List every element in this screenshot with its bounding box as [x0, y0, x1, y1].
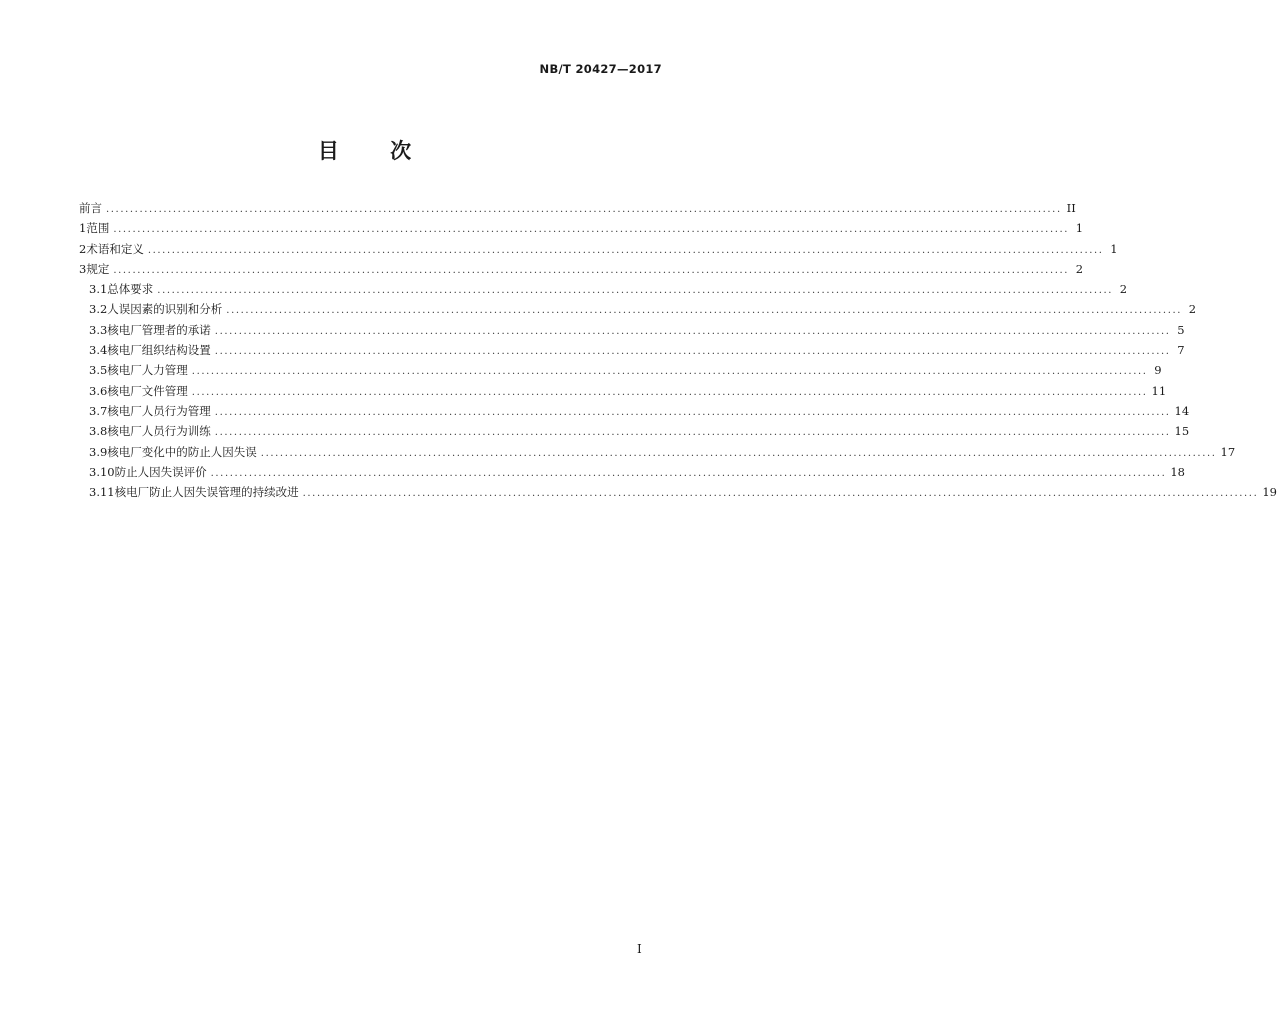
toc-entry-label: 核电厂人员行为训练: [107, 424, 211, 439]
toc-entry-label: 核电厂人力管理: [107, 363, 188, 378]
dot-leader: ........................................................................................................................................................................................................: [214, 406, 1171, 418]
toc-entry-label: 核电厂变化中的防止人因失误: [107, 444, 257, 459]
toc-entry-label: 核电厂组织结构设置: [107, 343, 211, 358]
toc-entry[interactable]: [79, 218, 1084, 238]
toc-entry-page: 18: [1170, 464, 1185, 479]
toc-entry[interactable]: [79, 259, 1084, 279]
toc-entry-page: 14: [1174, 403, 1190, 418]
dot-leader: ........................................................................................................................................................................................................: [302, 488, 1259, 500]
toc-entry-page: 15: [1174, 424, 1190, 439]
page-number: I: [637, 942, 642, 956]
toc-title: 目 次: [317, 139, 434, 163]
table-of-contents: [79, 198, 1277, 502]
toc-entry-number: 3.9: [89, 444, 108, 459]
toc-entry[interactable]: [79, 198, 1076, 218]
standard-code: NB/T 20427—2017: [539, 62, 662, 76]
toc-entry-page: 9: [1154, 363, 1162, 378]
toc-entry-page: 11: [1151, 383, 1167, 398]
toc-entry[interactable]: [79, 381, 1167, 401]
toc-entry[interactable]: [79, 421, 1190, 441]
toc-entry-label: 术语和定义: [86, 241, 144, 256]
toc-entry-number: 3.7: [89, 403, 108, 418]
toc-entry-page: 2: [1188, 302, 1197, 317]
toc-entry-label: 核电厂人员行为管理: [107, 403, 211, 418]
toc-entry-number: 3.6: [89, 383, 108, 398]
toc-entry[interactable]: [79, 299, 1197, 319]
toc-entry-label: 前言: [79, 201, 102, 215]
toc-entry-page: 1: [1075, 221, 1084, 236]
toc-entry[interactable]: [79, 279, 1128, 299]
toc-entry[interactable]: [79, 401, 1190, 421]
toc-entry-label: 范围: [86, 221, 110, 236]
toc-entry-page: 5: [1177, 322, 1185, 337]
dot-leader: ........................................................................................................................................................................................................: [210, 467, 1167, 479]
toc-entry-number: 3.10: [89, 464, 115, 479]
toc-entry-page: 1: [1110, 241, 1118, 256]
dot-leader: ........................................................................................................................................................................................................: [113, 264, 1070, 276]
toc-entry[interactable]: [79, 239, 1118, 259]
toc-entry[interactable]: [79, 360, 1162, 380]
toc-entry-page: 19: [1262, 485, 1277, 500]
toc-entry-label: 总体要求: [107, 282, 154, 297]
toc-entry-label: 核电厂管理者的承诺: [107, 322, 211, 337]
dot-leader: ........................................................................................................................................................................................................: [214, 325, 1171, 337]
dot-leader: ........................................................................................................................................................................................................: [191, 386, 1148, 398]
toc-entry-label: 规定: [86, 261, 110, 276]
toc-entry-number: 3: [79, 261, 87, 276]
dot-leader: ........................................................................................................................................................................................................: [214, 427, 1171, 439]
dot-leader: ........................................................................................................................................................................................................: [106, 204, 1062, 215]
dot-leader: ........................................................................................................................................................................................................: [113, 224, 1070, 236]
toc-entry-number: 2: [79, 241, 87, 256]
toc-entry-page: 17: [1220, 444, 1236, 459]
dot-leader: ........................................................................................................................................................................................................: [147, 244, 1104, 256]
toc-entry-number: 3.11: [89, 485, 115, 500]
toc-entry-number: 3.4: [89, 343, 108, 358]
toc-entry-page: 2: [1075, 261, 1084, 276]
toc-entry-number: 3.8: [89, 424, 108, 439]
toc-entry[interactable]: [79, 340, 1185, 360]
toc-entry-number: 3.5: [89, 363, 108, 378]
toc-entry[interactable]: [79, 462, 1185, 482]
toc-entry-page: 7: [1177, 343, 1185, 358]
dot-leader: ........................................................................................................................................................................................................: [226, 305, 1183, 317]
dot-leader: ........................................................................................................................................................................................................: [157, 285, 1114, 297]
toc-entry[interactable]: [79, 442, 1236, 462]
toc-entry-label: 核电厂文件管理: [107, 383, 188, 398]
toc-entry-page: II: [1066, 201, 1076, 215]
dot-leader: ........................................................................................................................................................................................................: [191, 366, 1148, 378]
dot-leader: ........................................................................................................................................................................................................: [260, 447, 1217, 459]
toc-entry-label: 防止人因失误评价: [114, 464, 207, 479]
toc-entry-number: 3.1: [89, 282, 108, 297]
toc-entry-number: 3.2: [89, 302, 108, 317]
toc-entry-number: 3.3: [89, 322, 108, 337]
dot-leader: ........................................................................................................................................................................................................: [214, 346, 1171, 358]
toc-entry-label: 人误因素的识别和分析: [107, 302, 223, 317]
toc-entry-number: 1: [79, 221, 87, 236]
toc-entry-page: 2: [1119, 282, 1128, 297]
toc-entry-label: 核电厂防止人因失误管理的持续改进: [114, 485, 299, 500]
toc-entry[interactable]: [79, 320, 1185, 340]
toc-entry[interactable]: [79, 482, 1277, 502]
